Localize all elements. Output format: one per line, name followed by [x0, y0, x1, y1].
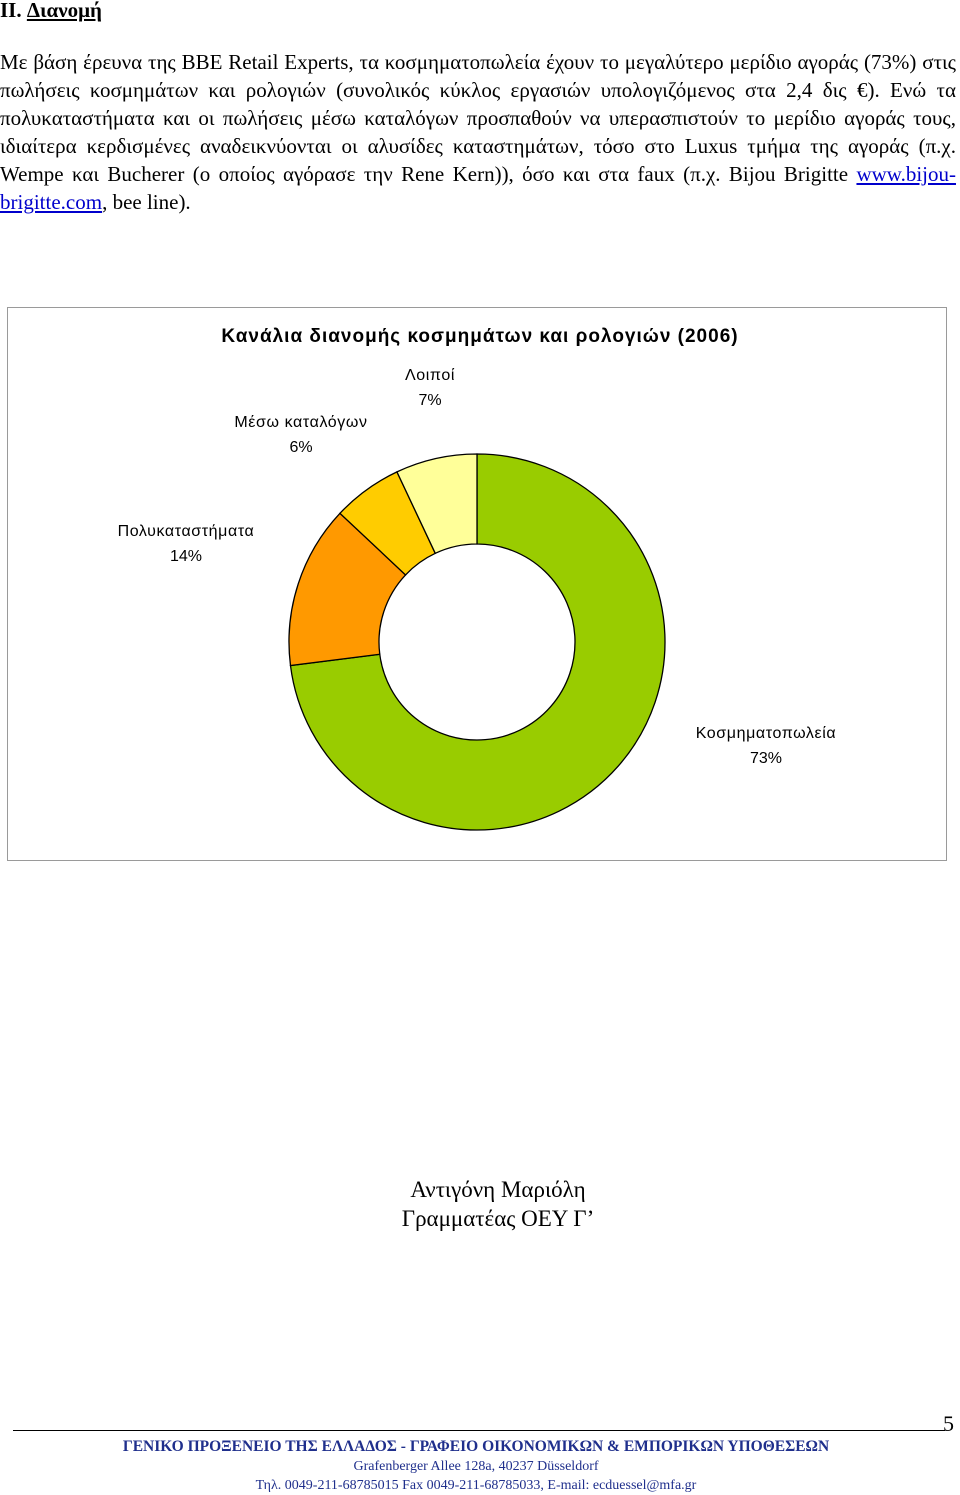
footer-divider — [13, 1430, 945, 1431]
bijou-brigitte-link[interactable]: www.bijou-brigitte.com — [0, 162, 956, 214]
signature-role: Γραμματέας ΟΕΥ Γ’ — [401, 1206, 595, 1231]
chart-title: Κανάλια διανομής κοσμημάτων και ρολογιών (2006) — [221, 326, 739, 347]
footer-contact: Τηλ. 0049-211-68785015 Fax 0049-211-68785033, E-mail: ecduessel@mfa.gr — [255, 1478, 697, 1493]
footer-address: Grafenberger Allee 128a, 40237 Düsseldorf — [353, 1459, 599, 1474]
slice-category-label: Κοσμηματοπωλεία — [695, 725, 837, 742]
slice-value-label: 14% — [169, 548, 203, 565]
slice-value-label: 7% — [418, 392, 442, 409]
signature-name: Αντιγόνη Μαριόλη — [410, 1177, 586, 1202]
slice-category-label: Πολυκαταστήματα — [117, 523, 255, 540]
signature-block — [0, 1175, 960, 1233]
section-title: Διανομή — [26, 0, 102, 22]
paragraph-text-end: , bee line). — [102, 190, 191, 214]
slice-value-label: 73% — [749, 750, 783, 767]
paragraph-text: Με βάση έρευνα της BBE Retail Experts, τα κοσμηματοπωλεία έχουν το μεγαλύτερο μερίδιο αγοράς (73%) στις πωλήσεις κοσμημάτων και ρολογιών (συνολικός κύκλος εργασιών υπολογιζόμενος στα 2,4 δις €). Ενώ τα πολυκαταστήματα και οι πωλήσεις μέσω καταλόγων προσπαθούν να υπερασπιστούν το μερίδιο αγοράς τους, ιδιαίτερα κερδισμένες αναδεικνύονται οι αλυσίδες καταστημάτων, τόσο στο Luxus τμήμα της αγοράς (π.χ. Wempe και Bucherer (ο οποίος αγόρασε την Rene Kern)), όσο και στα faux (π.χ. Bijou Brigitte — [0, 50, 956, 186]
page-footer — [0, 1436, 952, 1495]
section-number: II. — [0, 0, 22, 22]
page-number: 5 — [943, 1411, 954, 1436]
slice-category-label: Μέσω καταλόγων — [234, 414, 368, 431]
slice-category-label: Λοιποί — [404, 367, 456, 384]
footer-organization: ΓΕΝΙΚΟ ΠΡΟΞΕΝΕΙΟ ΤΗΣ ΕΛΛΑΔΟΣ - ΓΡΑΦΕΙΟ ΟΙΚΟΝΟΜΙΚΩΝ & ΕΜΠΟΡΙΚΩΝ ΥΠΟΘΕΣΕΩΝ — [122, 1438, 830, 1455]
slice-value-label: 6% — [289, 439, 313, 456]
